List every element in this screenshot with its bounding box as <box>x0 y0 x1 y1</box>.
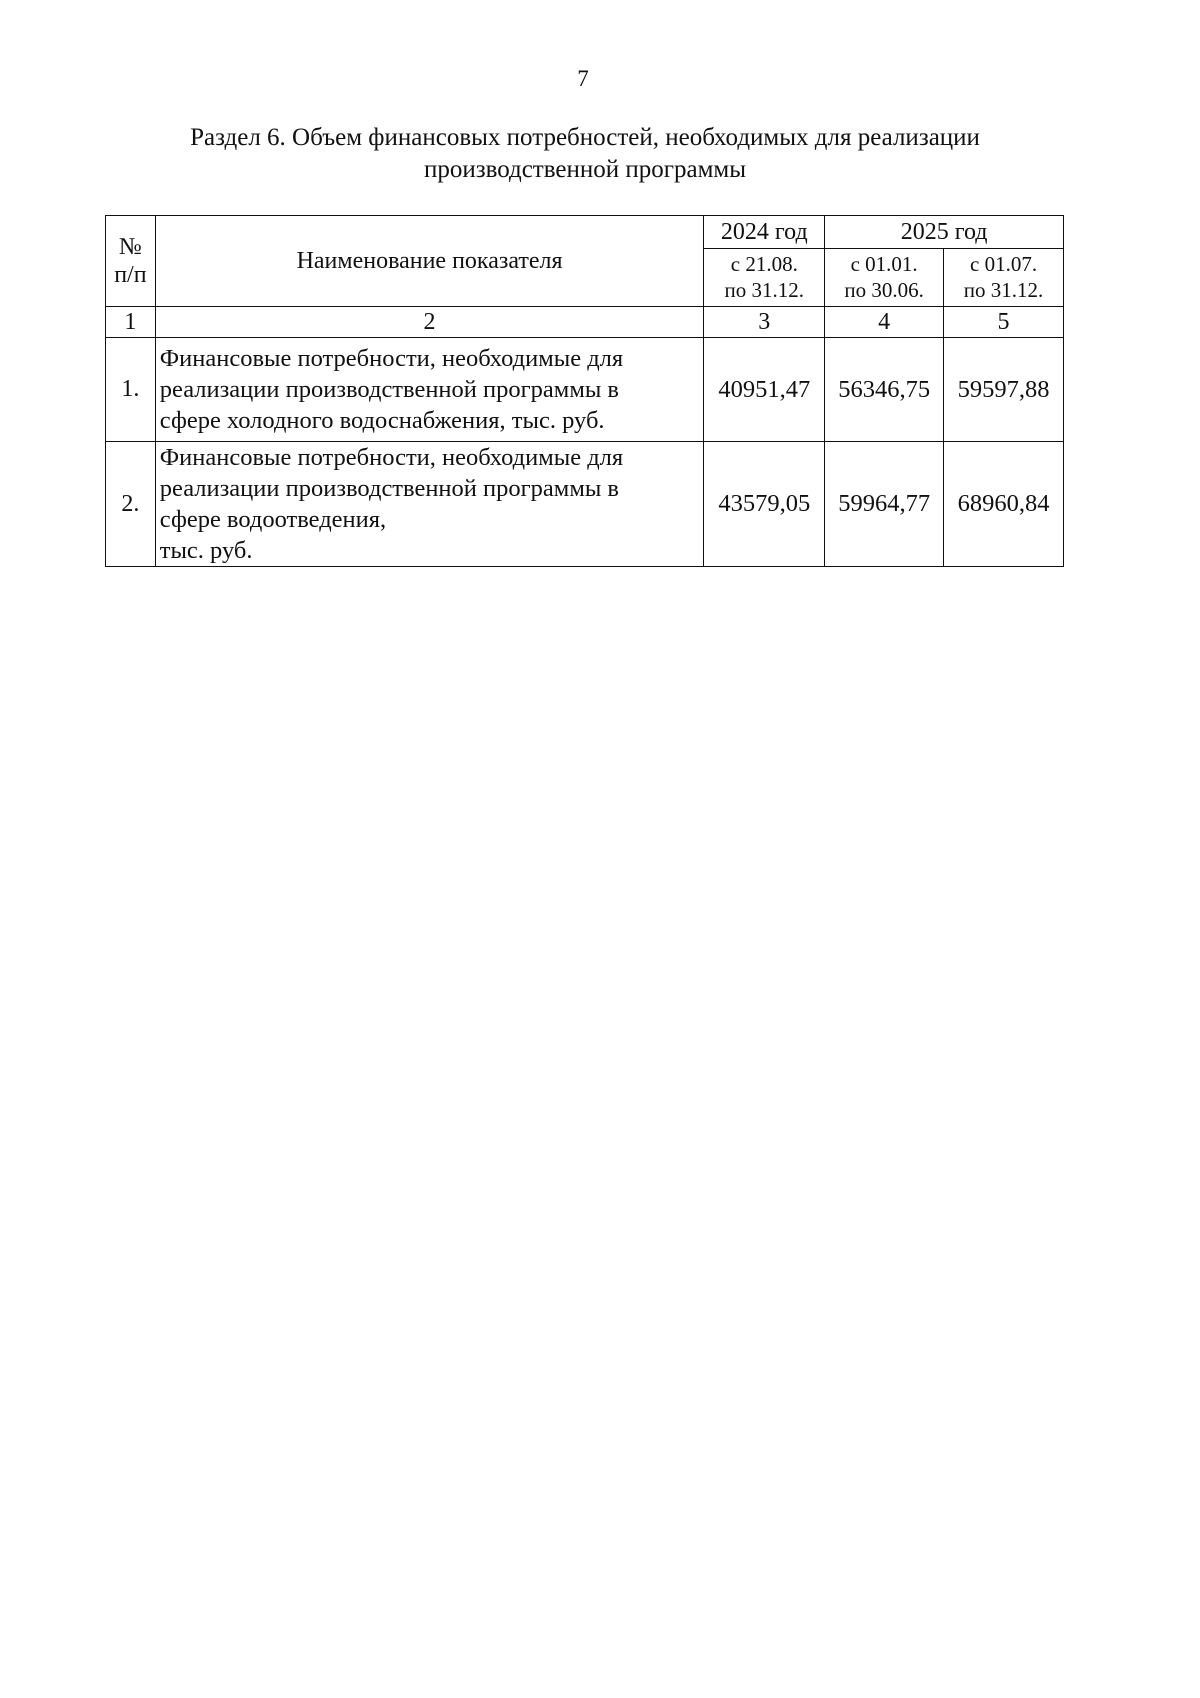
column-index-3: 3 <box>704 307 825 338</box>
period-3-to: по 31.12. <box>963 278 1044 303</box>
table-row <box>106 442 1064 567</box>
row-value-2025-h1: 56346,75 <box>825 338 944 442</box>
table-header-row <box>106 216 1064 249</box>
row-indicator-name <box>155 338 704 442</box>
row-name-line: реализации производственной программы в <box>159 376 619 403</box>
row-name-line: тыс. руб. <box>159 537 253 564</box>
row-number: 1. <box>106 338 156 442</box>
row-name-line: сфере холодного водоснабжения, тыс. руб. <box>159 407 605 434</box>
period-2-from: с 01.01. <box>850 252 918 277</box>
header-number: № п/п <box>106 216 156 307</box>
section-title-line-1: Раздел 6. Объем финансовых потребностей, необходимых для реализации <box>190 124 980 151</box>
row-value-2025-h1: 59964,77 <box>825 442 944 567</box>
header-period-1 <box>704 248 825 306</box>
section-title-line-2: производственной программы <box>423 156 747 183</box>
row-value-2024: 40951,47 <box>704 338 825 442</box>
row-name-line: сфере водоотведения, <box>159 506 387 533</box>
column-index-row <box>106 307 1064 338</box>
row-name-line: Финансовые потребности, необходимые для <box>159 345 624 372</box>
period-1-from: с 21.08. <box>730 252 798 277</box>
row-value-2025-h2: 59597,88 <box>944 338 1064 442</box>
row-number: 2. <box>106 442 156 567</box>
column-index-4: 4 <box>825 307 944 338</box>
column-index-5: 5 <box>944 307 1064 338</box>
column-index-2: 2 <box>155 307 704 338</box>
table-row <box>106 338 1064 442</box>
row-name-line: Финансовые потребности, необходимые для <box>159 444 624 471</box>
row-value-2025-h2: 68960,84 <box>944 442 1064 567</box>
row-indicator-name <box>155 442 704 567</box>
period-1-to: по 31.12. <box>724 278 805 303</box>
period-3-from: с 01.07. <box>970 252 1038 277</box>
header-indicator-name: Наименование показателя <box>155 216 704 307</box>
financial-needs-table <box>105 215 1064 567</box>
page-number: 7 <box>577 66 589 91</box>
header-year-2024: 2024 год <box>704 216 825 249</box>
header-period-3 <box>944 248 1064 306</box>
row-name-line: реализации производственной программы в <box>159 475 619 502</box>
column-index-1: 1 <box>106 307 156 338</box>
row-value-2024: 43579,05 <box>704 442 825 567</box>
period-2-to: по 30.06. <box>844 278 924 303</box>
section-title <box>140 122 1030 186</box>
header-year-2025: 2025 год <box>825 216 1064 249</box>
header-period-2 <box>825 248 944 306</box>
